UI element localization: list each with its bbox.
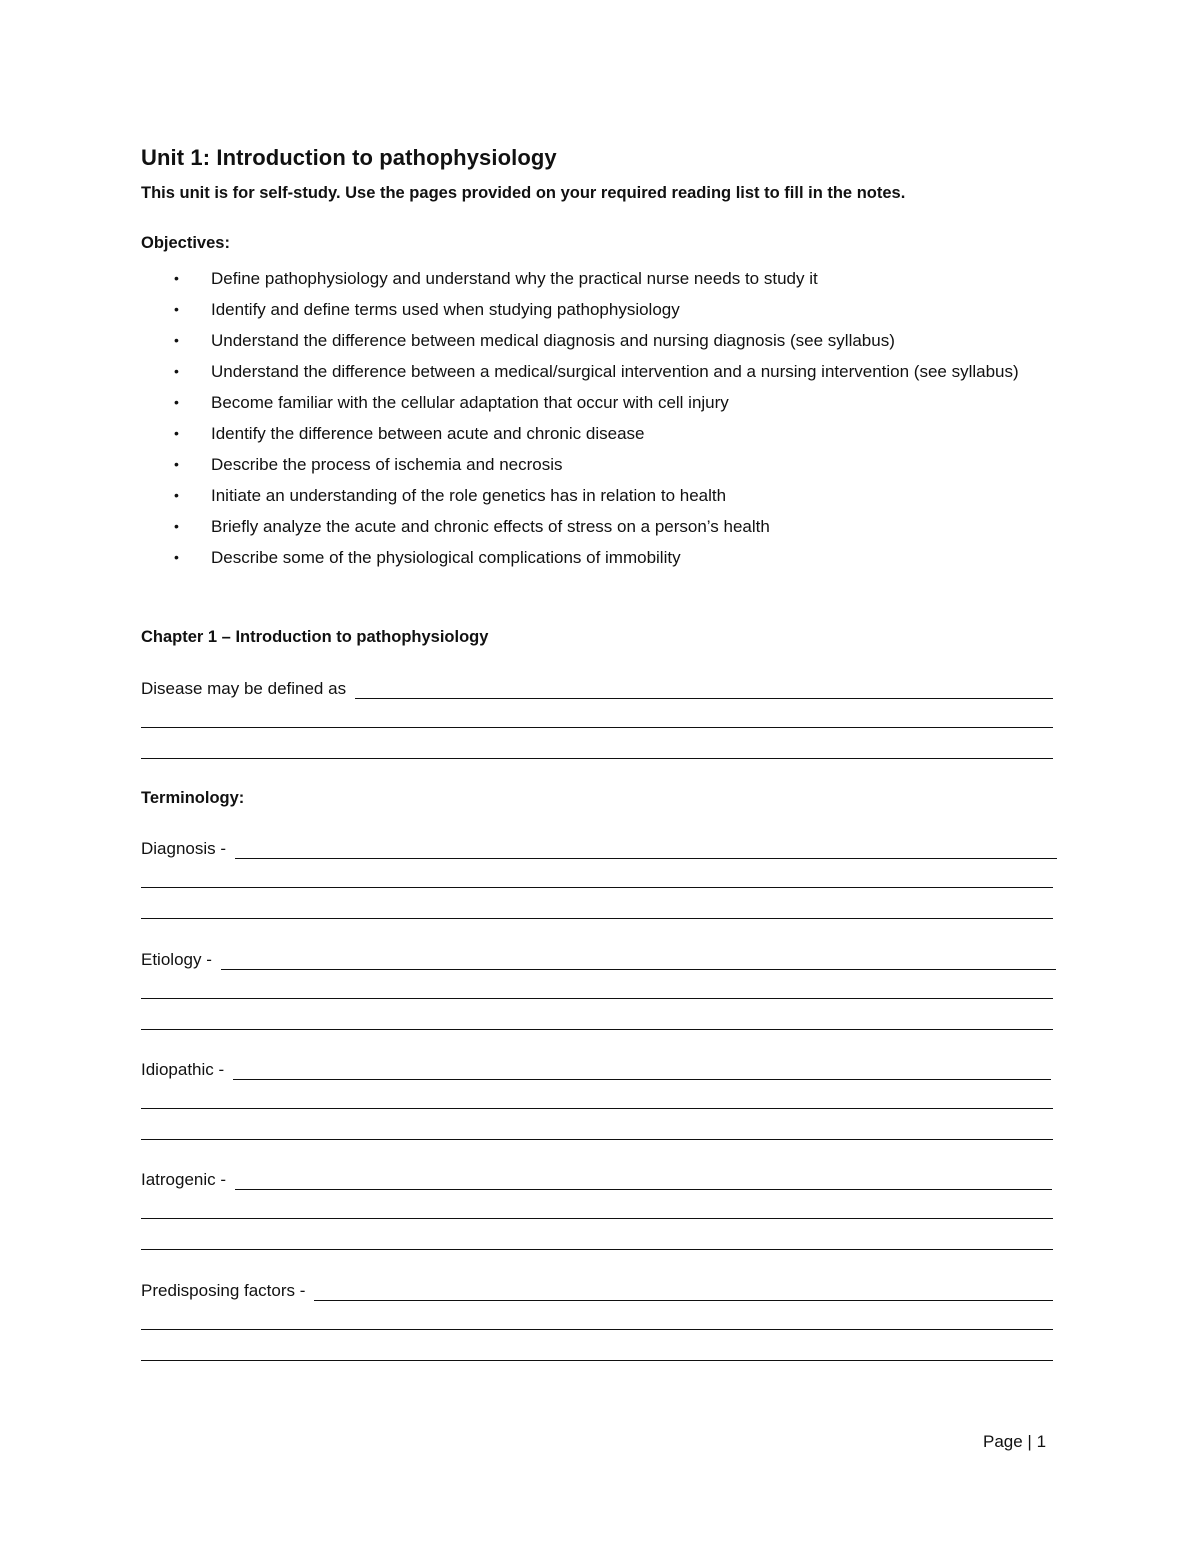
- list-item: • Become familiar with the cellular adaptation that occur with cell injury: [141, 387, 1071, 418]
- objectives-list: [141, 263, 1071, 573]
- list-item: • Define pathophysiology and understand why the practical nurse needs to study it: [141, 263, 1071, 294]
- field-label: Predisposing factors -: [141, 1281, 311, 1300]
- answer-line[interactable]: [141, 1218, 1053, 1219]
- idiopathic-field[interactable]: [141, 1058, 1051, 1080]
- field-label: Iatrogenic -: [141, 1170, 231, 1189]
- answer-line[interactable]: [355, 680, 1053, 699]
- field-label: Diagnosis -: [141, 839, 231, 858]
- answer-line[interactable]: [141, 887, 1053, 888]
- bullet-icon: •: [174, 456, 179, 472]
- answer-line[interactable]: [314, 1282, 1053, 1301]
- answer-line[interactable]: [141, 1249, 1053, 1250]
- answer-line[interactable]: [141, 1139, 1053, 1140]
- list-item: • Initiate an understanding of the role genetics has in relation to health: [141, 480, 1071, 511]
- answer-line[interactable]: [235, 1171, 1052, 1190]
- terminology-heading: Terminology:: [141, 789, 245, 807]
- list-item: • Identify the difference between acute and chronic disease: [141, 418, 1071, 449]
- field-label: Idiopathic -: [141, 1060, 229, 1079]
- page-title: Unit 1: Introduction to pathophysiology: [141, 145, 557, 170]
- answer-line[interactable]: [235, 840, 1057, 859]
- chapter-heading: Chapter 1 – Introduction to pathophysiology: [141, 628, 489, 646]
- list-item: • Describe the process of ischemia and necrosis: [141, 449, 1071, 480]
- objectives-heading: Objectives:: [141, 234, 230, 252]
- list-item: • Understand the difference between a medical/surgical intervention and a nursing intervention (see syllabus): [141, 356, 1071, 387]
- answer-line[interactable]: [141, 1029, 1053, 1030]
- list-item: • Briefly analyze the acute and chronic effects of stress on a person’s health: [141, 511, 1071, 542]
- field-label: Etiology -: [141, 950, 217, 969]
- disease-definition-field[interactable]: [141, 677, 1053, 699]
- bullet-icon: •: [174, 549, 179, 565]
- etiology-field[interactable]: [141, 948, 1056, 970]
- field-label: Disease may be defined as: [141, 679, 351, 698]
- answer-line[interactable]: [141, 727, 1053, 728]
- bullet-icon: •: [174, 270, 179, 286]
- answer-line[interactable]: [141, 1360, 1053, 1361]
- bullet-icon: •: [174, 425, 179, 441]
- bullet-icon: •: [174, 518, 179, 534]
- predisposing-factors-field[interactable]: [141, 1279, 1053, 1301]
- list-item: • Describe some of the physiological complications of immobility: [141, 542, 1071, 573]
- intro-text: This unit is for self-study. Use the pages provided on your required reading list to fill in the notes.: [141, 184, 906, 202]
- bullet-icon: •: [174, 394, 179, 410]
- answer-line[interactable]: [141, 758, 1053, 759]
- answer-line[interactable]: [221, 951, 1056, 970]
- list-item: • Understand the difference between medical diagnosis and nursing diagnosis (see syllabus): [141, 325, 1071, 356]
- bullet-icon: •: [174, 301, 179, 317]
- answer-line[interactable]: [141, 998, 1053, 999]
- iatrogenic-field[interactable]: [141, 1168, 1052, 1190]
- page-number: Page | 1: [983, 1432, 1047, 1451]
- bullet-icon: •: [174, 363, 179, 379]
- list-item: • Identify and define terms used when studying pathophysiology: [141, 294, 1071, 325]
- answer-line[interactable]: [141, 918, 1053, 919]
- bullet-icon: •: [174, 332, 179, 348]
- answer-line[interactable]: [141, 1329, 1053, 1330]
- bullet-icon: •: [174, 487, 179, 503]
- answer-line[interactable]: [233, 1061, 1051, 1080]
- diagnosis-field[interactable]: [141, 837, 1057, 859]
- answer-line[interactable]: [141, 1108, 1053, 1109]
